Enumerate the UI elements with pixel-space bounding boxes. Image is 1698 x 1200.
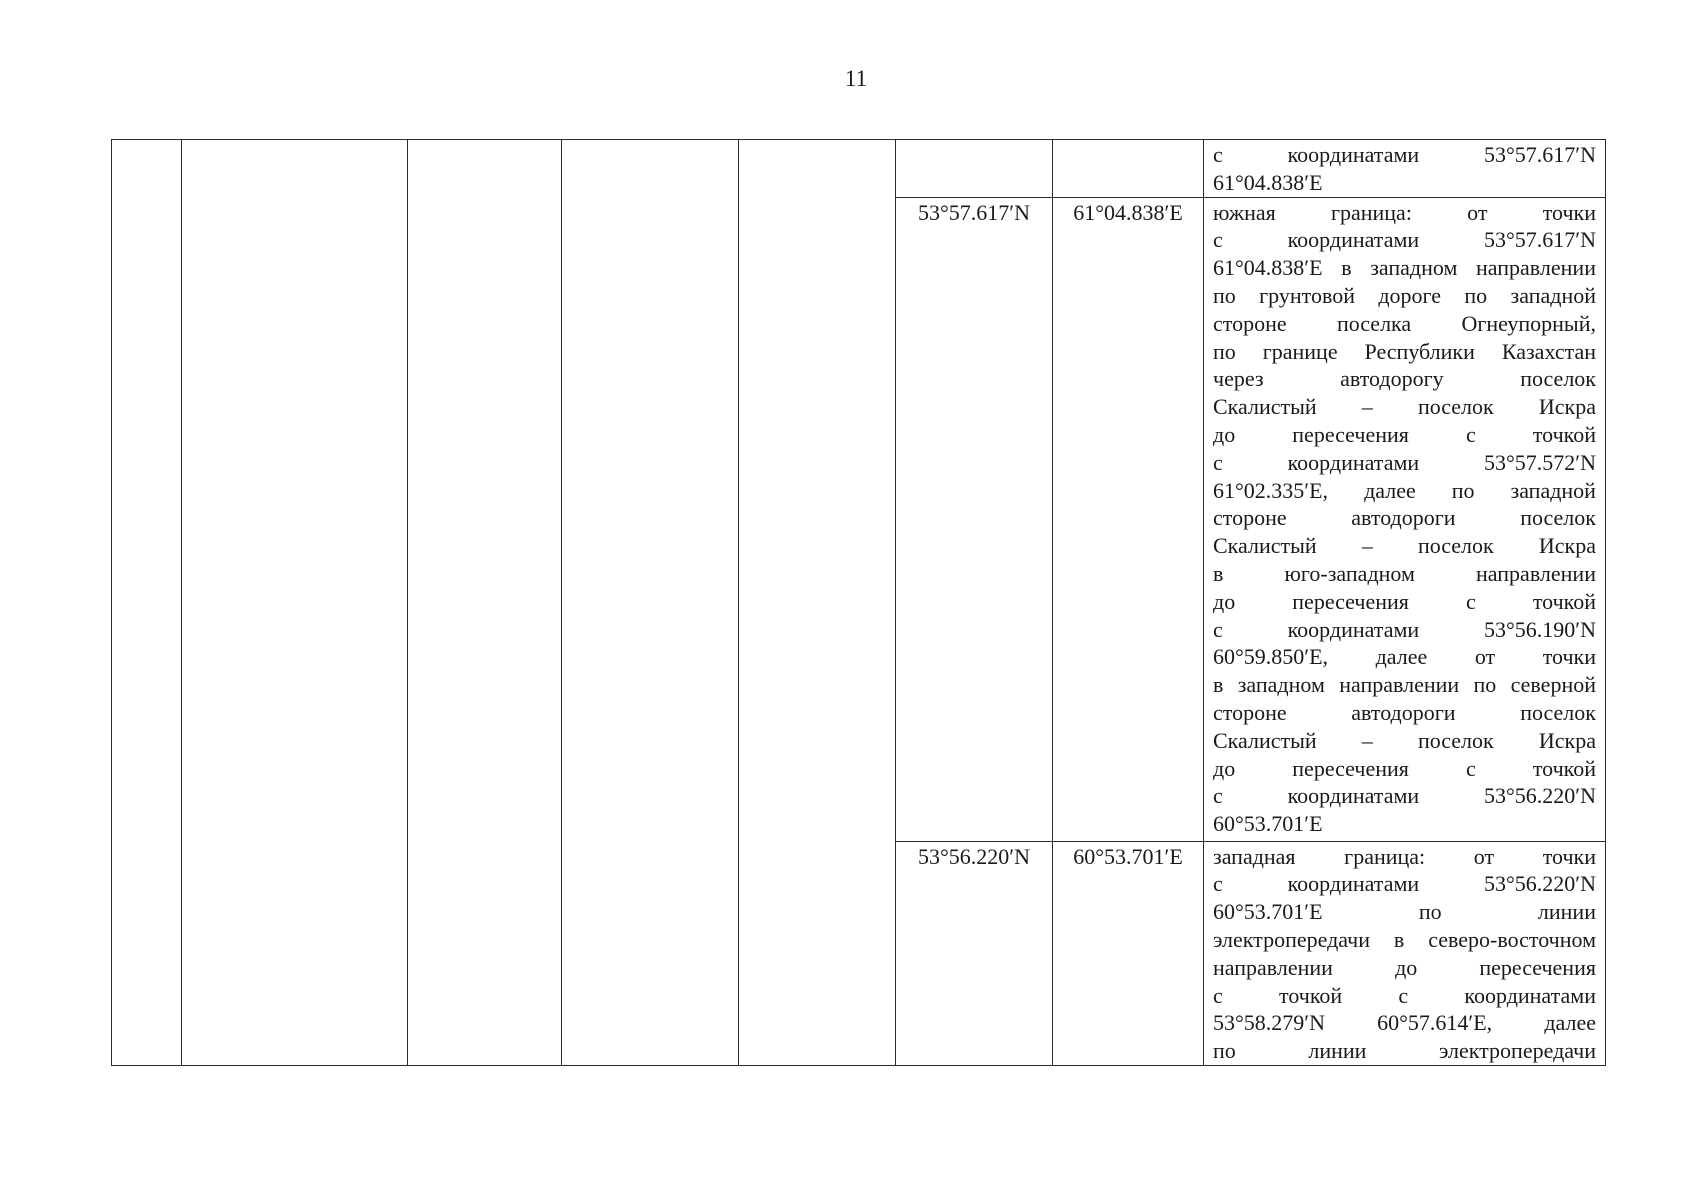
description-line — [1213, 1037, 1596, 1065]
latitude-cell: 53°56.220′N — [896, 841, 1053, 1065]
description-word: точки — [1542, 843, 1596, 869]
description-line — [1213, 926, 1596, 954]
description-word: с — [1213, 783, 1223, 809]
description-word: по — [1418, 899, 1442, 925]
description-line — [1213, 1009, 1596, 1037]
boundary-table — [111, 139, 1606, 1066]
empty-cell-2 — [182, 140, 408, 1066]
description-line — [1213, 421, 1596, 449]
description-line — [1213, 282, 1596, 310]
description-word: граница: — [1330, 199, 1412, 225]
description-word: по — [1213, 282, 1236, 308]
description-word: западном — [1237, 672, 1325, 698]
description-line — [1213, 982, 1596, 1010]
description-word: далее — [1375, 644, 1428, 670]
longitude-cell: 60°53.701′E — [1053, 841, 1204, 1065]
description-word: поселок — [1417, 394, 1494, 420]
description-word: координатами — [1287, 449, 1420, 475]
description-word: 60°57.614′E, — [1377, 1010, 1493, 1036]
description-word: пересечения — [1292, 588, 1409, 614]
description-word: поселок — [1417, 727, 1494, 753]
description-word: автодороги — [1351, 699, 1456, 725]
description-line — [1213, 449, 1596, 477]
description-word: – — [1361, 394, 1373, 420]
description-word: дороге — [1378, 282, 1442, 308]
description-word: стороне — [1213, 505, 1287, 531]
description-line — [1213, 699, 1596, 727]
description-word: точкой — [1279, 982, 1343, 1008]
description-word: в — [1393, 926, 1405, 952]
description-word: стороне — [1213, 310, 1287, 336]
description-word: 60°59.850′E, — [1213, 644, 1329, 670]
description-word: западной — [1510, 477, 1596, 503]
description-word: северной — [1510, 672, 1596, 698]
description-line — [1213, 504, 1596, 532]
description-word: точкой — [1532, 421, 1596, 447]
description-word: линии — [1308, 1038, 1367, 1064]
description-word: 60°53.701′E — [1213, 899, 1323, 925]
description-line: 61°04.838′E — [1213, 169, 1323, 195]
description-word: с — [1398, 982, 1409, 1008]
description-cell — [1204, 140, 1606, 198]
description-line — [1213, 616, 1596, 644]
description-word: автодороги — [1351, 505, 1456, 531]
description-word: в — [1213, 672, 1224, 698]
description-word: грунтовой — [1259, 282, 1355, 308]
description-word: пересечения — [1292, 755, 1409, 781]
description-word: через — [1213, 366, 1264, 392]
description-word: точки — [1542, 199, 1596, 225]
description-word: координатами — [1287, 227, 1420, 253]
description-word: по — [1451, 477, 1475, 503]
description-word: поселка — [1336, 310, 1412, 336]
description-word: с — [1465, 588, 1476, 614]
description-line — [1213, 532, 1596, 560]
description-word: 61°02.335′E, — [1213, 477, 1329, 503]
description-word: по — [1213, 338, 1236, 364]
longitude-cell: 61°04.838′E — [1053, 197, 1204, 841]
description-word: до — [1213, 588, 1236, 614]
description-word: граница: — [1344, 843, 1426, 869]
description-word: 53°57.572′N — [1483, 449, 1596, 475]
description-word: далее — [1544, 1010, 1596, 1036]
latitude-cell — [896, 140, 1053, 198]
description-word: электропередачи — [1213, 926, 1370, 952]
description-line — [1213, 199, 1596, 227]
description-word: западная — [1213, 843, 1296, 869]
description-line — [1213, 365, 1596, 393]
description-word: координатами — [1287, 142, 1420, 167]
description-line — [1213, 843, 1596, 871]
description-word: с — [1465, 421, 1476, 447]
description-line — [1213, 141, 1596, 169]
description-line — [1213, 226, 1596, 254]
description-word: в — [1341, 255, 1352, 281]
description-word: линии — [1537, 899, 1596, 925]
description-word: 53°56.190′N — [1483, 616, 1596, 642]
description-word: западной — [1510, 282, 1596, 308]
description-word: направлении — [1476, 255, 1596, 281]
description-word: точкой — [1532, 755, 1596, 781]
description-word: координатами — [1464, 982, 1596, 1008]
description-word: Скалистый — [1213, 727, 1317, 753]
description-word: по — [1213, 1038, 1236, 1064]
description-word: до — [1395, 954, 1418, 980]
description-word: 53°58.279′N — [1213, 1010, 1325, 1036]
description-word: – — [1361, 727, 1373, 753]
description-line — [1213, 560, 1596, 588]
description-word: Искра — [1538, 394, 1596, 420]
empty-cell-1 — [112, 140, 182, 1066]
description-word: электропередачи — [1438, 1038, 1596, 1064]
description-word: Искра — [1538, 727, 1596, 753]
description-word: стороне — [1213, 699, 1287, 725]
description-word: направлении — [1476, 560, 1596, 586]
description-word: до — [1213, 755, 1236, 781]
description-line — [1213, 671, 1596, 699]
description-word: 53°56.220′N — [1483, 783, 1596, 809]
page-number: 11 — [844, 66, 868, 91]
description-cell — [1204, 841, 1606, 1065]
description-word: поселок — [1520, 366, 1596, 392]
description-word: 53°57.617′N — [1483, 142, 1596, 167]
description-word: с — [1213, 982, 1223, 1008]
description-word: Скалистый — [1213, 394, 1317, 420]
description-word: границе — [1262, 338, 1338, 364]
description-word: южная — [1213, 199, 1276, 225]
description-word: в — [1213, 560, 1224, 586]
description-line — [1213, 870, 1596, 898]
empty-cell-3 — [408, 140, 562, 1066]
description-line — [1213, 643, 1596, 671]
description-word: западном — [1370, 255, 1458, 281]
description-word: точки — [1542, 644, 1596, 670]
description-word: с — [1213, 142, 1223, 167]
description-word: с — [1213, 871, 1223, 897]
description-word: Скалистый — [1213, 533, 1317, 559]
description-word: Огнеупорный, — [1461, 310, 1596, 336]
description-cell — [1204, 197, 1606, 841]
description-word: поселок — [1417, 533, 1494, 559]
description-word: с — [1213, 449, 1223, 475]
description-word: координатами — [1287, 616, 1420, 642]
description-word: 53°57.617′N — [1483, 227, 1596, 253]
description-word: северо-восточном — [1428, 926, 1596, 952]
description-line — [1213, 254, 1596, 282]
description-word: с — [1213, 616, 1223, 642]
description-line — [1213, 588, 1596, 616]
description-line — [1213, 727, 1596, 755]
description-word: поселок — [1520, 505, 1596, 531]
description-word: далее — [1364, 477, 1416, 503]
longitude-cell — [1053, 140, 1204, 198]
empty-cell-5 — [739, 140, 896, 1066]
description-line — [1213, 898, 1596, 926]
description-word: от — [1473, 843, 1495, 869]
description-word: с — [1213, 227, 1223, 253]
description-word: пересечения — [1479, 954, 1596, 980]
description-line: 60°53.701′E — [1213, 811, 1323, 837]
description-word: по — [1464, 282, 1488, 308]
description-word: по — [1473, 672, 1497, 698]
description-line — [1213, 782, 1596, 810]
empty-cell-4 — [562, 140, 739, 1066]
description-word: Республики — [1364, 338, 1475, 364]
description-line — [1213, 393, 1596, 421]
description-line — [1213, 338, 1596, 366]
description-word: точкой — [1532, 588, 1596, 614]
description-word: автодорогу — [1340, 366, 1444, 392]
description-word: Искра — [1538, 533, 1596, 559]
description-word: поселок — [1520, 699, 1596, 725]
description-word: – — [1361, 533, 1373, 559]
description-word: от — [1474, 644, 1496, 670]
description-line — [1213, 310, 1596, 338]
latitude-cell: 53°57.617′N — [896, 197, 1053, 841]
description-word: с — [1465, 755, 1476, 781]
description-word: Казахстан — [1501, 338, 1596, 364]
description-word: от — [1467, 199, 1488, 225]
description-word: направлении — [1339, 672, 1460, 698]
description-word: направлении — [1213, 954, 1333, 980]
description-word: координатами — [1287, 783, 1420, 809]
description-word: юго-западном — [1284, 560, 1415, 586]
description-line — [1213, 954, 1596, 982]
table-row — [112, 140, 1606, 198]
description-word: пересечения — [1292, 421, 1409, 447]
description-word: до — [1213, 421, 1236, 447]
description-word: 61°04.838′E — [1213, 255, 1323, 281]
description-line — [1213, 477, 1596, 505]
description-word: координатами — [1287, 871, 1420, 897]
description-line — [1213, 755, 1596, 783]
description-word: 53°56.220′N — [1483, 871, 1596, 897]
